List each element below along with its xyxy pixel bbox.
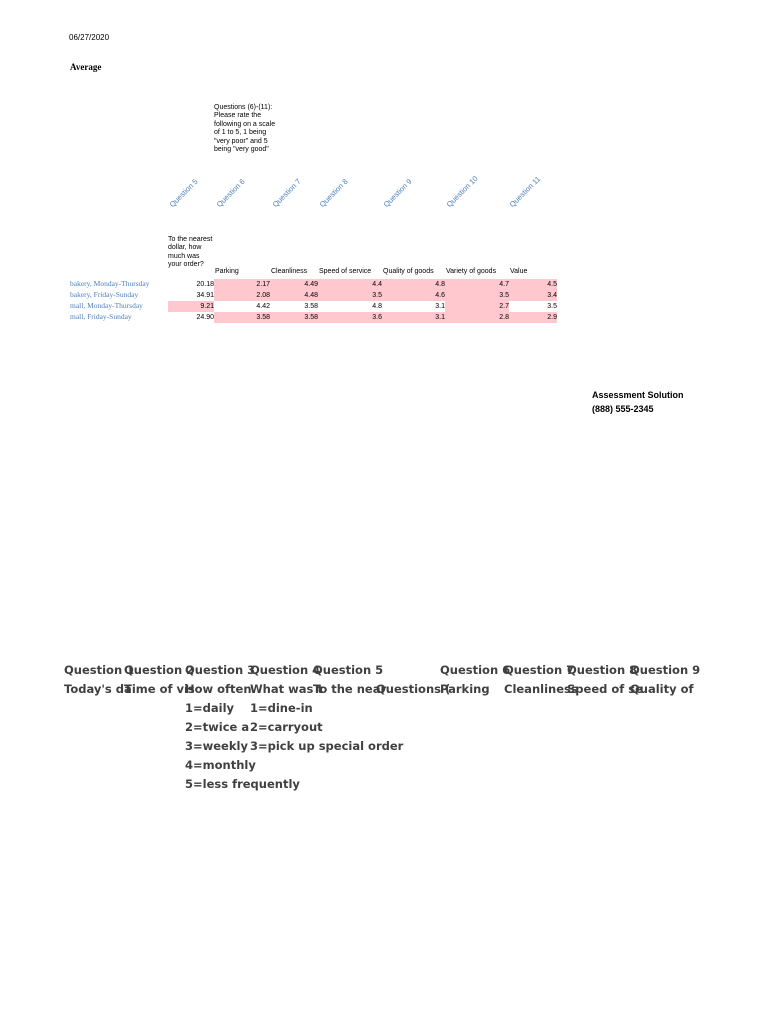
table-cell: 4.5 bbox=[509, 279, 557, 290]
table-row bbox=[0, 301, 768, 312]
company-name: Assessment Solution bbox=[592, 390, 684, 400]
bottom-question-text: Time of vis bbox=[124, 682, 195, 696]
report-title: Average bbox=[70, 62, 102, 72]
column-header-value: Value bbox=[510, 268, 528, 275]
bottom-question-text: Quality of bbox=[630, 682, 694, 696]
header-question-6: Question 6 bbox=[214, 176, 247, 209]
bottom-question-text: To the near bbox=[313, 682, 387, 696]
table-row bbox=[0, 312, 768, 323]
table-cell: 3.5 bbox=[547, 303, 557, 310]
bottom-question-header: Question 1 bbox=[64, 663, 135, 677]
bottom-question-header: Question 9 bbox=[630, 663, 701, 677]
table-cell: 24.90 bbox=[196, 314, 214, 321]
table-cell: 4.42 bbox=[256, 303, 270, 310]
table-cell: 3.4 bbox=[509, 290, 557, 301]
table-cell: 3.58 bbox=[270, 312, 318, 323]
q3-option: 4=monthly bbox=[185, 758, 256, 772]
table-cell: 4.8 bbox=[382, 279, 445, 290]
table-cell: 2.8 bbox=[445, 312, 509, 323]
bottom-question-text: Speed of se bbox=[567, 682, 643, 696]
table-cell: 9.21 bbox=[168, 301, 214, 312]
table-row bbox=[0, 290, 768, 301]
company-info bbox=[592, 388, 684, 416]
column-header-cleanliness: Cleanliness bbox=[271, 268, 308, 275]
bottom-question-header: Question 5 bbox=[313, 663, 384, 677]
table-cell: 4.49 bbox=[270, 279, 318, 290]
bottom-question-header: Question 8 bbox=[567, 663, 638, 677]
row-label: mall, Friday-Sunday bbox=[70, 312, 132, 321]
q4-option: 2=carryout bbox=[250, 720, 323, 734]
table-cell: 2.17 bbox=[214, 279, 270, 290]
row-label: bakery, Friday-Sunday bbox=[70, 290, 139, 299]
header-question-5: Question 5 bbox=[167, 176, 200, 209]
column-header-speed: Speed of service bbox=[319, 268, 372, 275]
column-header-parking: Parking bbox=[215, 268, 239, 275]
table-cell: 3.1 bbox=[435, 303, 445, 310]
q3-option: 1=daily bbox=[185, 701, 235, 715]
header-question-11: Question 11 bbox=[507, 174, 543, 209]
table-cell: 34.91 bbox=[196, 292, 214, 299]
bottom-question-text: What was t bbox=[250, 682, 323, 696]
table-cell: 4.7 bbox=[445, 279, 509, 290]
table-cell: 2.08 bbox=[214, 290, 270, 301]
table-cell: 3.58 bbox=[214, 312, 270, 323]
table-cell: 3.5 bbox=[445, 290, 509, 301]
table-cell: 20.18 bbox=[196, 281, 214, 288]
company-phone: (888) 555-2345 bbox=[592, 404, 654, 414]
table-cell: 4.8 bbox=[372, 303, 382, 310]
bottom-question-header: Question 4 bbox=[250, 663, 321, 677]
question-5-description: To the nearest dollar, how much was your order? bbox=[168, 236, 213, 269]
bottom-question-header: Question 3 bbox=[185, 663, 256, 677]
q4-option: 1=dine-in bbox=[250, 701, 313, 715]
column-header-quality: Quality of goods bbox=[383, 268, 434, 275]
table-cell: 3.1 bbox=[382, 312, 445, 323]
table-cell: 4.4 bbox=[318, 279, 382, 290]
table-row bbox=[0, 279, 768, 290]
table-cell: 3.6 bbox=[318, 312, 382, 323]
column-header-variety: Variety of goods bbox=[446, 268, 497, 275]
bottom-question-header: Question 2 bbox=[124, 663, 195, 677]
bottom-question-text: Today's da bbox=[64, 682, 132, 696]
header-question-10: Question 10 bbox=[444, 174, 480, 209]
header-question-7: Question 7 bbox=[270, 176, 303, 209]
bottom-question-text: How often bbox=[185, 682, 252, 696]
report-date: 06/27/2020 bbox=[69, 33, 110, 42]
q4-option: 3=pick up special order bbox=[250, 739, 404, 753]
header-question-9: Question 9 bbox=[381, 176, 414, 209]
table-cell: 2.9 bbox=[509, 312, 557, 323]
table-cell: 2.7 bbox=[445, 301, 509, 312]
q3-option: 3=weekly bbox=[185, 739, 248, 753]
bottom-question-header: Question 7 bbox=[504, 663, 575, 677]
bottom-question-text: Questions ( bbox=[376, 682, 451, 696]
q3-option: 5=less frequently bbox=[185, 777, 300, 791]
row-label: mall, Monday-Thursday bbox=[70, 301, 143, 310]
bottom-question-text: Cleanliness bbox=[504, 682, 578, 696]
q3-option: 2=twice a bbox=[185, 720, 250, 734]
table-cell: 4.6 bbox=[382, 290, 445, 301]
row-label: bakery, Monday-Thursday bbox=[70, 279, 150, 288]
table-cell: 4.48 bbox=[270, 290, 318, 301]
header-question-8: Question 8 bbox=[317, 176, 350, 209]
table-cell: 3.58 bbox=[304, 303, 318, 310]
questions-6-11-description: Questions (6)-(11): Please rate the following on a scale of 1 to 5, 1 being "very poor" and 5 being "very good" bbox=[214, 104, 276, 154]
table-cell: 3.5 bbox=[318, 290, 382, 301]
bottom-question-header: Question 6 bbox=[440, 663, 511, 677]
bottom-question-text: Parking bbox=[440, 682, 490, 696]
